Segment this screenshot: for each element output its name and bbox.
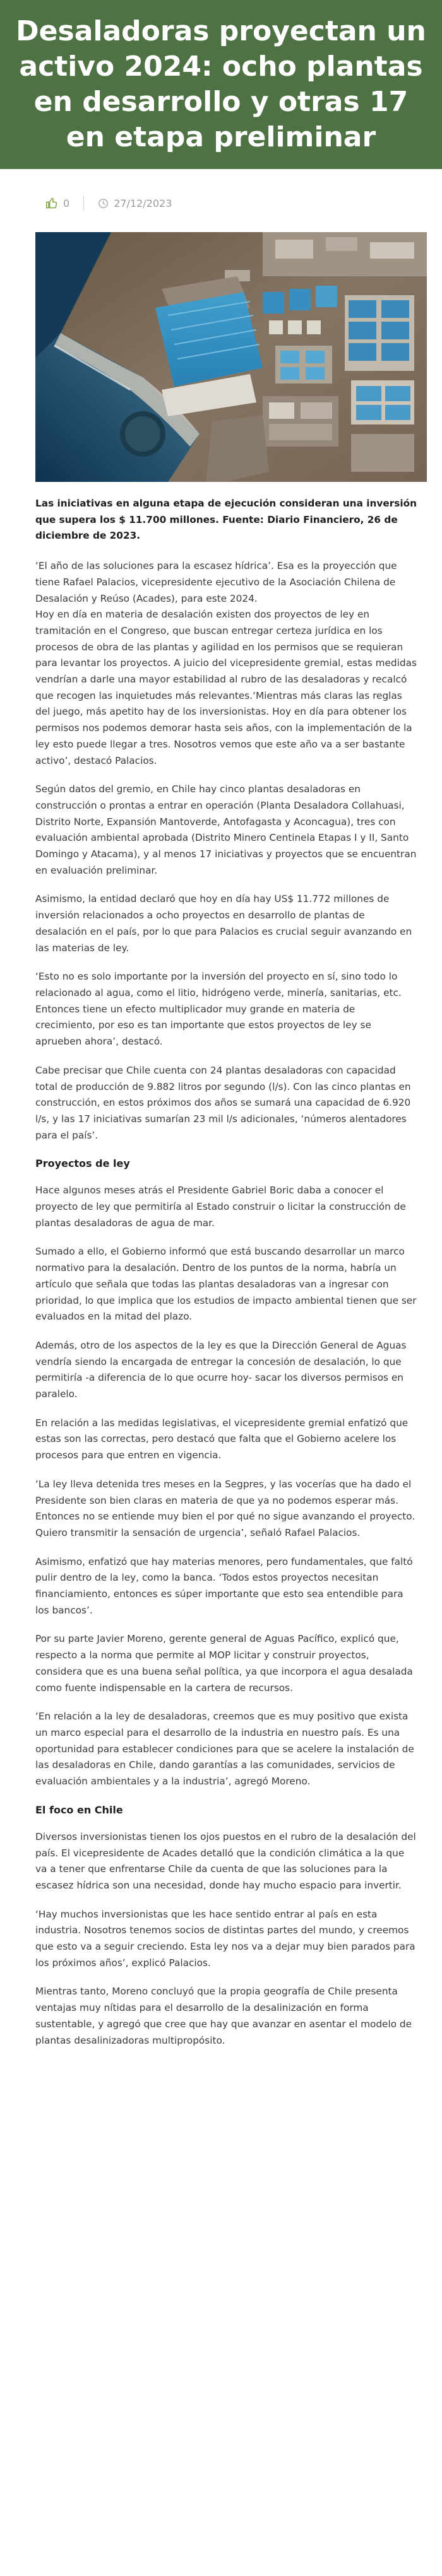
- article-body: [35, 496, 417, 2049]
- meta-divider: [83, 196, 84, 211]
- publish-date: [98, 197, 172, 209]
- paragraph: Hoy en día en materia de desalación existen dos proyectos de ley en tramitación en el Congreso, que buscan entregar certeza jurídica en los procesos de obra de las plantas y agilidad en los permisos que se requieran para levantar los proyectos. A juicio del vicepresidente gremial, estas medidas vendrían a darle una mayor estabilidad al rubro de las desaladoras y recalcó que recogen las inquietudes más relevantes.‘Mientras más claras las reglas del juego, más apetito hay de los inversionistas. Hoy en día para obtener los permisos nos podemos demorar hasta seis años, con la implementación de la ley esto puede llegar a tres. Nosotros vemos que este año va a ser bastante activo’, destacó Palacios.: [35, 609, 417, 766]
- paragraph: Según datos del gremio, en Chile hay cinco plantas desaladoras en construcción o prontas a entrar en operación (Planta Desaladora Collahuasi, Distrito Norte, Expansión Mantoverde, Antofagasta y Aconcagua), tres con evaluación ambiental aprobada (Distrito Minero Centinela Etapas I y II, Santo Domingo y Atacama), y al menos 17 iniciativas y proyectos que se encuentran en evaluación preliminar.: [35, 783, 417, 876]
- like-button[interactable]: [45, 197, 69, 209]
- paragraph: ‘El año de las soluciones para la escasez hídrica’. Esa es la proyección que tiene Rafael Palacios, vicepresidente ejecutivo de la Asociación Chilena de Desalación y Reúso (Acades), para este 2024.: [35, 560, 397, 604]
- paragraph: Mientras tanto, Moreno concluyó que la propia geografía de Chile presenta ventajas muy nítidas para el desarrollo de la desalinización en forma sustentable, y agregó que cree que hay que avanzar en asentar el modelo de plantas desalinizadoras multipropósito.: [35, 1986, 412, 2046]
- thumbs-up-icon: [45, 197, 58, 209]
- paragraph: Asimismo, enfatizó que hay materias menores, pero fundamentales, que faltó pulir dentro de la ley, como la banca. ‘Todos estos proyectos necesitan financiamiento, entonces es súper importante que esto sea entendible para los bancos’.: [35, 1555, 413, 1616]
- paragraph: Asimismo, la entidad declaró que hoy en día hay US$ 11.772 millones de inversión relacionados a ocho proyectos en desarrollo de plantas de desalación en el país, por lo que para Palacios es crucial seguir avanzando en las materias de ley.: [35, 893, 412, 954]
- paragraph: ‘En relación a la ley de desaladoras, creemos que es muy positivo que exista un marco especial para el desarrollo de la industria en nuestro país. Es una oportunidad para establecer condiciones para que se acelere la instalación de las desaladoras en Chile, dando garantías a las comunidades, servicios de evaluación ambientales y a la industria’, agregó Moreno.: [35, 1711, 414, 1788]
- article-title: Desaladoras proyectan un activo 2024: ocho plantas en desarrollo y otras 17 en etapa preliminar: [16, 15, 426, 153]
- date-text: 27/12/2023: [114, 197, 172, 209]
- article-lead: Las iniciativas en alguna etapa de ejecución consideran una inversión que supera los $ 11.700 millones. Fuente: Diario Financiero, 26 de diciembre de 2023.: [35, 498, 417, 542]
- article-meta: [45, 183, 414, 223]
- section-heading: Proyectos de ley: [35, 1157, 130, 1170]
- paragraph: ‘Esto no es solo importante por la inversión del proyecto en sí, sino todo lo relacionado al agua, como el litio, hidrógeno verde, minería, sanitarias, etc. Entonces tiene un efecto multiplicador muy grande en materia de crecimiento, por eso es tan importante que estos proyectos de ley se aprueben ahora’, destacó.: [35, 971, 402, 1048]
- paragraph: ‘Hay muchos inversionistas que les hace sentido entrar al país en esta industria. Nosotros tenemos socios de distintas partes del mundo, y creemos que esto va a seguir creciendo. Esta ley nos va a dejar muy bien parados para los próximos años’, explicó Palacios.: [35, 1908, 415, 1969]
- like-count: 0: [63, 197, 70, 209]
- desalination-plant-aerial-photo: [35, 232, 427, 482]
- paragraph: Hace algunos meses atrás el Presidente Gabriel Boric daba a conocer el proyecto de ley que permitiría al Estado construir o licitar la construcción de plantas desaladoras de agua de mar.: [35, 1185, 406, 1229]
- paragraph: Sumado a ello, el Gobierno informó que está buscando desarrollar un marco normativo para la desalación. Dentro de los puntos de la norma, habría un artículo que señala que todas las plantas desaladoras van a ingresar con prioridad, lo que implica que los estudios de impacto ambiental tienen que ser evaluados en la mitad del plazo.: [35, 1246, 417, 1323]
- paragraph: Por su parte Javier Moreno, gerente general de Aguas Pacífico, explicó que, respecto a la norma que permite al MOP licitar y construir proyectos, considera que es una buena señal política, ya que incorpora el agua desalada como fuente indispensable en la cartera de recursos.: [35, 1633, 413, 1694]
- paragraph: En relación a las medidas legislativas, el vicepresidente gremial enfatizó que estas son las correctas, pero destacó que falta que el Gobierno acelere los procesos para que entren en vigencia.: [35, 1417, 409, 1461]
- paragraph: Diversos inversionistas tienen los ojos puestos en el rubro de la desalación del país. El vicepresidente de Acades detalló que la condición climática a la que va a tener que enfrentarse Chile da cuenta de que las soluciones para la escasez hídrica son una necesidad, donde hay mucho espacio para invertir.: [35, 1830, 416, 1891]
- clock-icon: [98, 198, 109, 209]
- paragraph: ‘La ley lleva detenida tres meses en la Segpres, y las vocerías que ha dado el Presidente son bien claras en materia de que ya no podemos esperar más. Entonces no se entiende muy bien el por qué no sigue avanzando el proyecto. Quiero transmitir la sensación de urgencia’, señaló Rafael Palacios.: [35, 1478, 415, 1538]
- paragraph: Además, otro de los aspectos de la ley es que la Dirección General de Aguas vendría siendo la encargada de entregar la concesión de desalación, lo que permitiría -a diferencia de lo que ocurre hoy- sacar los diversos permisos en paralelo.: [35, 1339, 407, 1400]
- section-heading: El foco en Chile: [35, 1803, 123, 1816]
- paragraph: Cabe precisar que Chile cuenta con 24 plantas desaladoras con capacidad total de producción de 9.882 litros por segundo (l/s). Con las cinco plantas en construcción, en estos próximos dos años se sumará una capacidad de 6.920 l/s, y las 17 iniciativas sumarían 23 mil l/s adicionales, ‘números alentadores para el país’.: [35, 1064, 411, 1141]
- article-header: [0, 0, 442, 169]
